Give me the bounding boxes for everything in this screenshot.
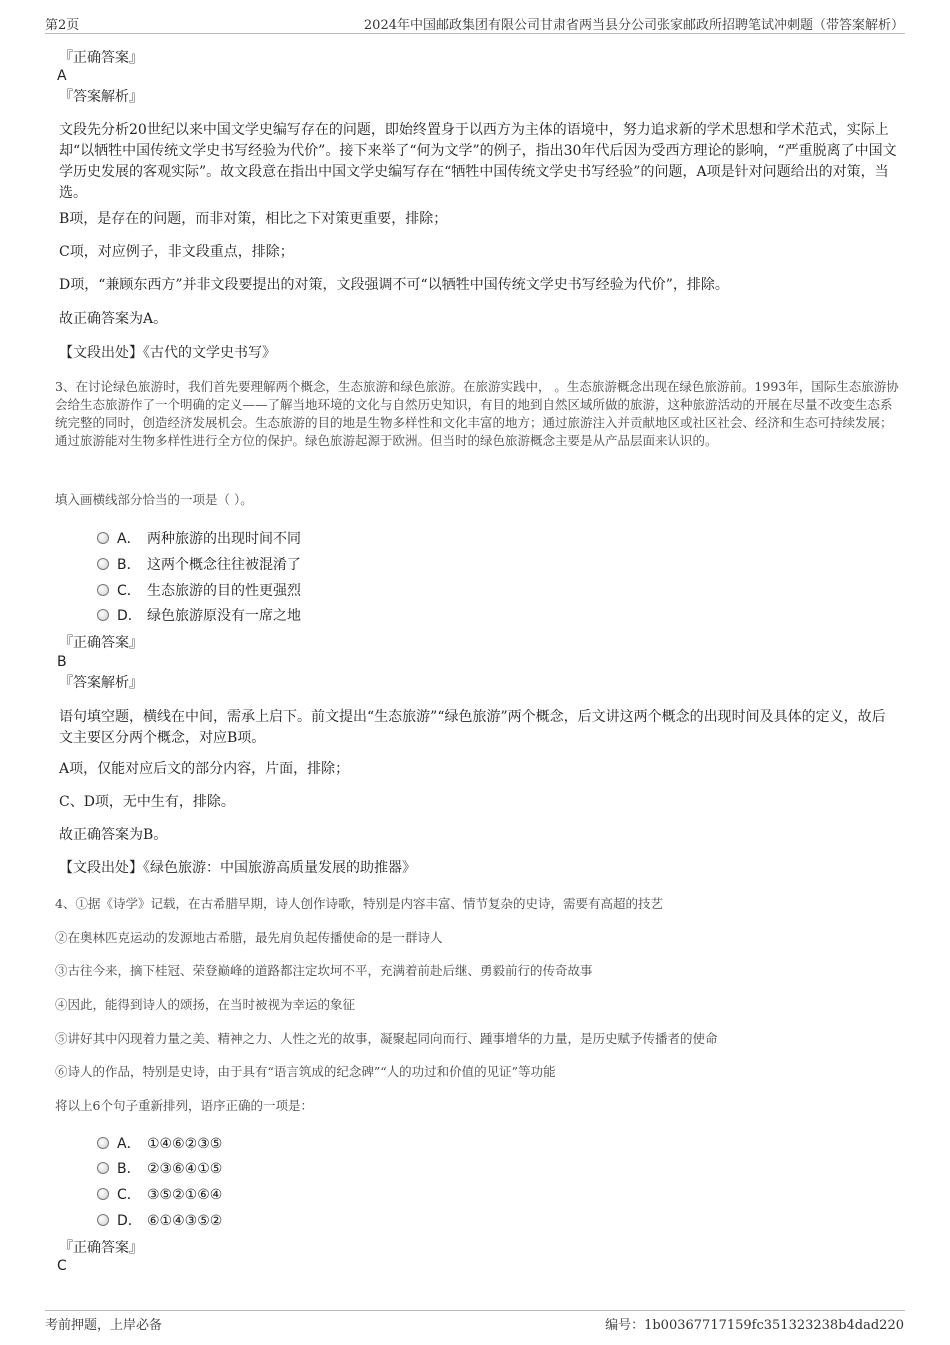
source-citation: 【文段出处】《绿色旅游：中国旅游高质量发展的助推器》 xyxy=(59,860,416,876)
answer-label: 『正确答案』 xyxy=(59,635,143,651)
sentence-6: ⑥诗人的作品，特别是史诗，由于具有“语言筑成的纪念碑”“人的功过和价值的见证”等功能 xyxy=(55,1064,556,1079)
document-title: 2024年中国邮政集团有限公司甘肃省两当县分公司张家邮政所招聘笔试冲刺题（带答案解析） xyxy=(363,18,904,33)
option-c[interactable]: C． 生态旅游的目的性更强烈 xyxy=(97,580,301,600)
footer-slogan: 考前押题，上岸必备 xyxy=(45,1318,163,1333)
answer-value: B xyxy=(57,654,67,670)
option-b[interactable]: B． ②③⑥④①⑤ xyxy=(97,1158,222,1178)
page-number: 第2页 xyxy=(45,18,80,33)
radio-icon[interactable] xyxy=(97,558,109,570)
radio-icon[interactable] xyxy=(97,1188,109,1200)
option-c[interactable]: C． ③⑤②①⑥④ xyxy=(97,1184,222,1204)
answer-value: A xyxy=(57,68,67,84)
analysis-paragraph: 语句填空题，横线在中间，需承上启下。前文提出“生态旅游”“绿色旅游”两个概念，后文讲这两个概念的出现时间及具体的定义，故后文主要区分两个概念，对应B项。 xyxy=(59,709,886,746)
analysis-paragraph: A项，仅能对应后文的部分内容，片面，排除； xyxy=(59,761,350,777)
sentence-1: 4、①据《诗学》记载，在古希腊早期，诗人创作诗歌，特别是内容丰富、情节复杂的史诗，需要有高超的技艺 xyxy=(55,896,663,911)
answer-label: 『正确答案』 xyxy=(59,50,143,66)
analysis-conclusion: 故正确答案为A。 xyxy=(59,311,168,327)
sentence-3: ③古往今来，摘下桂冠、荣登巅峰的道路都注定坎坷不平，充满着前赴后继、勇毅前行的传奇故事 xyxy=(55,963,593,978)
option-b[interactable]: B． 这两个概念往往被混淆了 xyxy=(97,554,301,574)
radio-icon[interactable] xyxy=(97,1137,109,1149)
radio-icon[interactable] xyxy=(97,1162,109,1174)
footer-divider xyxy=(45,1310,905,1311)
analysis-paragraph: B项，是存在的问题，而非对策，相比之下对策更重要，排除； xyxy=(59,211,448,227)
option-d[interactable]: D． 绿色旅游原没有一席之地 xyxy=(97,605,301,625)
analysis-paragraph: 文段先分析20世纪以来中国文学史编写存在的问题，即始终置身于以西方为主体的语境中，努力追求新的学术思想和学术范式，实际上却“以牺牲中国传统文学史书写经验为代价”。接下来举了“何为文学”的例子，指出30年代后因为受西方理论的影响，“严重脱离了中国文学历史发展的客观实际”。故文段意在指出中国文学史编写存在“牺牲中国传统文学史书写经验”的问题，A项是针对问题给出的对策，当选。 xyxy=(59,122,897,201)
answer-label: 『正确答案』 xyxy=(59,1240,143,1256)
radio-icon[interactable] xyxy=(97,1214,109,1226)
analysis-paragraph: C项，对应例子，非文段重点，排除； xyxy=(59,244,294,260)
question-stem: 3、在讨论绿色旅游时，我们首先要理解两个概念，生态旅游和绿色旅游。在旅游实践中， 。生态旅游概念出现在绿色旅游前。1993年，国际生态旅游协会给生态旅游作了一个明确的定义——了解当地环境的文化与自然历史知识，有目的地到自然区域所做的旅游，这种旅游活动的开展在尽量不改变生态系统完整的同时，创造经济发展机会。生态旅游的目的地是生物多样性和文化丰富的地方；通过旅游注入并贡献地区或社区社会、经济和生态可持续发展；通过旅游能对生物多样性进行全方位的保护。绿色旅游起源于欧洲。但当时的绿色旅游概念主要是从产品层面来认识的。 xyxy=(55,379,899,448)
analysis-paragraph: D项，“兼顾东西方”并非文段要提出的对策，文段强调不可“以牺牲中国传统文学史书写经验为代价”，排除。 xyxy=(59,277,729,293)
question-prompt: 填入画横线部分恰当的一项是（ ）。 xyxy=(55,492,253,507)
sentence-5: ⑤讲好其中闪现着力量之美、精神之力、人性之光的故事，凝聚起同向而行、踵事增华的力量，是历史赋予传播者的使命 xyxy=(55,1031,718,1046)
option-a[interactable]: A． ①④⑥②③⑤ xyxy=(97,1133,222,1153)
source-citation: 【文段出处】《古代的文学史书写》 xyxy=(59,345,276,361)
document-id: 编号：1b00367717159fc351323238b4dad220 xyxy=(605,1318,904,1333)
analysis-paragraph: C、D项，无中生有，排除。 xyxy=(59,794,235,810)
radio-icon[interactable] xyxy=(97,609,109,621)
sentence-4: ④因此，能得到诗人的颂扬，在当时被视为幸运的象征 xyxy=(55,997,356,1012)
header-divider xyxy=(45,33,905,34)
analysis-conclusion: 故正确答案为B。 xyxy=(59,827,168,843)
sentence-2: ②在奥林匹克运动的发源地古希腊，最先肩负起传播使命的是一群诗人 xyxy=(55,930,443,945)
option-d[interactable]: D． ⑥①④③⑤② xyxy=(97,1210,222,1230)
analysis-label: 『答案解析』 xyxy=(59,89,143,105)
radio-icon[interactable] xyxy=(97,584,109,596)
question-prompt: 将以上6个句子重新排列，语序正确的一项是： xyxy=(55,1098,313,1113)
analysis-label: 『答案解析』 xyxy=(59,675,143,691)
answer-value: C xyxy=(57,1258,67,1274)
radio-icon[interactable] xyxy=(97,532,109,544)
option-a[interactable]: A． 两种旅游的出现时间不同 xyxy=(97,528,301,548)
